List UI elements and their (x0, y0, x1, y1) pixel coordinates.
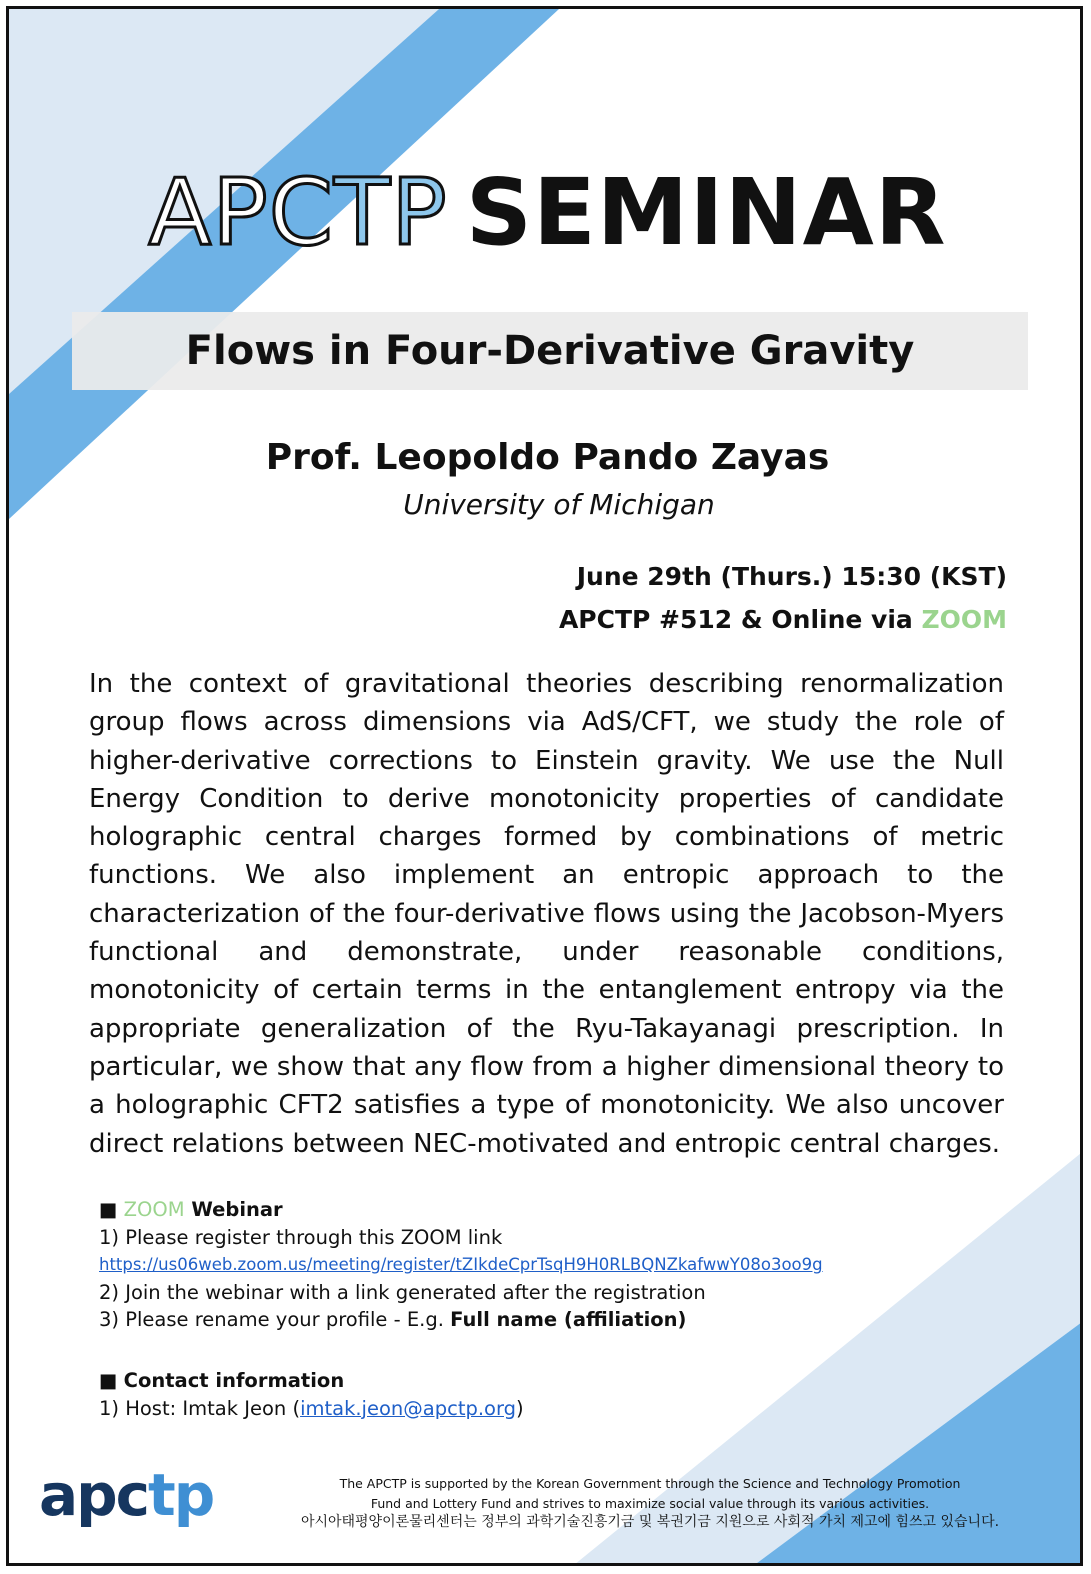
seminar-title (9, 159, 1083, 266)
info-block (99, 1196, 823, 1422)
schedule-block (559, 555, 1007, 641)
date-time: June 29th (Thurs.) 15:30 (KST) (576, 562, 1007, 591)
webinar-step-2: 2) Join the webinar with a link generated after the registration (99, 1280, 706, 1304)
webinar-step-1: 1) Please register through this ZOOM link (99, 1225, 503, 1249)
speaker-name: Prof. Leopoldo Pando Zayas (265, 437, 830, 478)
speaker-affiliation: University of Michigan (403, 488, 715, 521)
venue-zoom: ZOOM (921, 605, 1007, 634)
poster (6, 6, 1083, 1566)
contact-host: 1) Host: Imtak Jeon (imtak.jeon@apctp.org) (99, 1396, 524, 1420)
webinar-heading: ■ ZOOM Webinar (99, 1198, 283, 1221)
zoom-registration-link[interactable]: https://us06web.zoom.us/meeting/register/tZIkdeCprTsqH9H0RLBQNZkafwwY08o3oo9g (99, 1255, 823, 1275)
apctp-outline-text: APCTP (148, 159, 448, 266)
apctp-logo: apctp (39, 1461, 214, 1529)
venue: APCTP #512 & Online via ZOOM (558, 605, 1007, 634)
host-email-link[interactable]: imtak.jeon@apctp.org (300, 1396, 517, 1420)
abstract: In the context of gravitational theories describing renormalization group flows across dimensions via AdS/CFT, we study the role of higher-derivative corrections to Einstein gravity. We use the Null Energy Condition to derive monotonicity properties of candidate holographic central charges formed by combinations of metric functions. We also implement an entropic approach to the characterization of the four-derivative flows using the Jacobson-Myers functional and demonstrate, under reasonable conditions, monotonicity of certain terms in the entanglement entropy via the appropriate generalization of the Ryu-Takayanagi prescription. In particular, we show that any flow from a higher dimensional theory to a holographic CFT2 satisfies a type of monotonicity. We also uncover direct relations between NEC-motivated and entropic central charges. (89, 669, 1004, 1159)
webinar-zoom-label: ZOOM (123, 1198, 185, 1221)
contact-heading: ■ Contact information (99, 1368, 345, 1392)
webinar-step-3: 3) Please rename your profile - E.g. Full name (affiliation) (99, 1308, 687, 1332)
seminar-word: SEMINAR (465, 159, 947, 266)
footer-note: The APCTP is supported by the Korean Government through the Science and Technology Promotion Fund and Lottery Fund and strives to maximize social value through its various activities. 아시아태평양이론물리센터는 정부의 과학기술진흥기금 및 복권기금 지원으로 사회적 가치 제고에 힘쓰고 있습니다. (300, 1476, 1000, 1530)
talk-title: Flows in Four-Derivative Gravity (72, 312, 1028, 390)
